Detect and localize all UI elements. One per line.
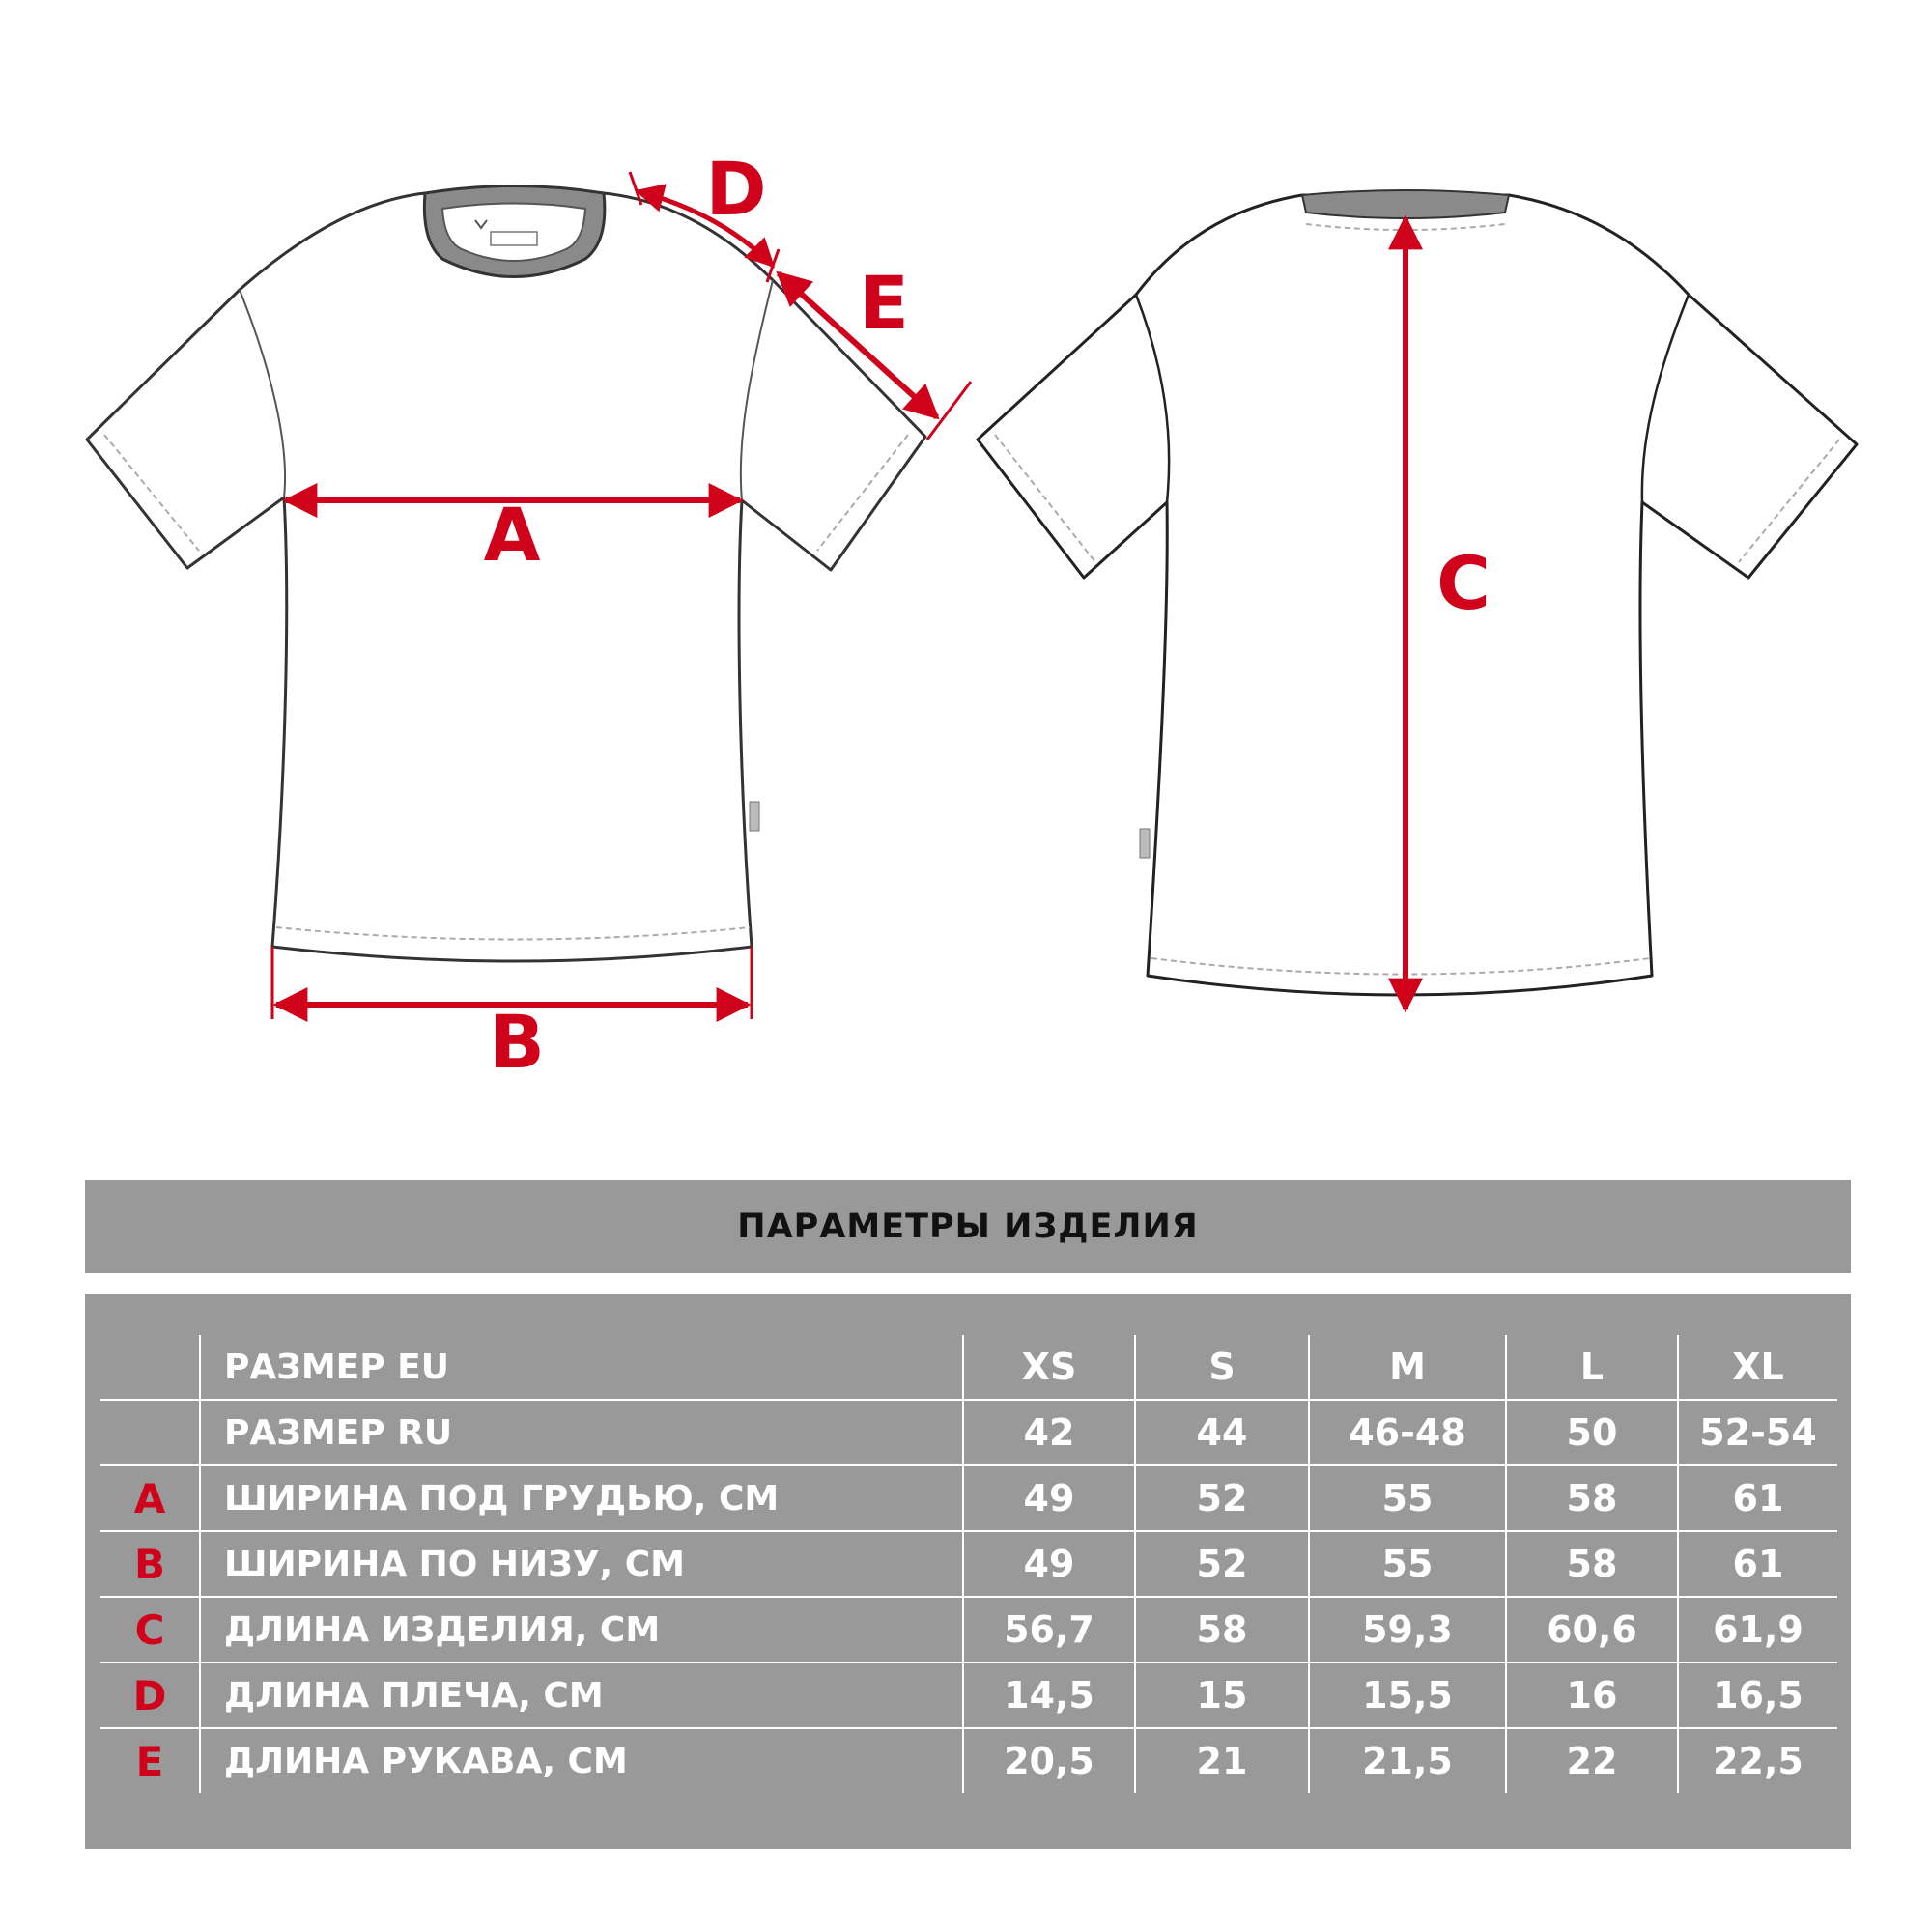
side-tag-icon (1140, 829, 1150, 858)
row-label: ДЛИНА ПЛЕЧА, СМ (200, 1662, 963, 1728)
table-title: ПАРАМЕТРЫ ИЗДЕЛИЯ (737, 1208, 1199, 1246)
row-letter (100, 1400, 200, 1465)
table-cell: L (1506, 1335, 1678, 1400)
table-cell: S (1135, 1335, 1309, 1400)
table-cell: 21 (1135, 1728, 1309, 1793)
row-label: ШИРИНА ПОД ГРУДЬЮ, СМ (200, 1465, 963, 1531)
dimension-e-label: E (859, 260, 909, 346)
table-cell: 22 (1506, 1728, 1678, 1793)
row-label: ДЛИНА РУКАВА, СМ (200, 1728, 963, 1793)
table-cell: 44 (1135, 1400, 1309, 1465)
row-letter: E (100, 1728, 200, 1793)
table-cell: 58 (1506, 1531, 1678, 1597)
row-letter (100, 1335, 200, 1400)
table-cell: 15 (1135, 1662, 1309, 1728)
table-row (100, 1531, 1837, 1597)
table-cell: 61 (1678, 1465, 1837, 1531)
table-cell: 49 (963, 1465, 1135, 1531)
table-cell: 61 (1678, 1531, 1837, 1597)
table-row (100, 1400, 1837, 1465)
table-row (100, 1335, 1837, 1400)
tshirt-front (87, 146, 971, 1085)
table-cell: 52 (1135, 1465, 1309, 1531)
table-cell: 59,3 (1309, 1597, 1506, 1662)
size-table (100, 1335, 1837, 1793)
dimension-c-label: C (1436, 540, 1491, 626)
row-letter: C (100, 1597, 200, 1662)
table-row (100, 1597, 1837, 1662)
table-cell: 21,5 (1309, 1728, 1506, 1793)
tshirt-back (978, 190, 1857, 1009)
table-cell: 55 (1309, 1465, 1506, 1531)
row-letter: A (100, 1465, 200, 1531)
table-row (100, 1465, 1837, 1531)
table-cell: 16,5 (1678, 1662, 1837, 1728)
dimension-a-label: A (483, 492, 541, 578)
row-letter: B (100, 1531, 200, 1597)
table-cell: 16 (1506, 1662, 1678, 1728)
table-cell: 52-54 (1678, 1400, 1837, 1465)
back-collar (1302, 190, 1509, 218)
table-cell: 55 (1309, 1531, 1506, 1597)
dimension-b-label: B (489, 999, 545, 1085)
table-cell: XS (963, 1335, 1135, 1400)
dimension-d-label: D (705, 146, 767, 232)
table-cell: 42 (963, 1400, 1135, 1465)
table-cell: XL (1678, 1335, 1837, 1400)
side-tag-icon (750, 802, 759, 831)
row-label: ШИРИНА ПО НИЗУ, СМ (200, 1531, 963, 1597)
table-cell: 61,9 (1678, 1597, 1837, 1662)
table-cell: 49 (963, 1531, 1135, 1597)
table-cell: 60,6 (1506, 1597, 1678, 1662)
table-cell: 58 (1506, 1465, 1678, 1531)
table-cell: 22,5 (1678, 1728, 1837, 1793)
table-cell: 50 (1506, 1400, 1678, 1465)
table-row (100, 1728, 1837, 1793)
table-cell: 15,5 (1309, 1662, 1506, 1728)
row-letter: D (100, 1662, 200, 1728)
table-cell: M (1309, 1335, 1506, 1400)
table-cell: 46-48 (1309, 1400, 1506, 1465)
table-title-bar (85, 1180, 1851, 1273)
table-cell: 58 (1135, 1597, 1309, 1662)
row-label: РАЗМЕР RU (200, 1400, 963, 1465)
back-body-outline (978, 195, 1857, 995)
size-table-panel (85, 1294, 1851, 1849)
table-row (100, 1662, 1837, 1728)
table-cell: 52 (1135, 1531, 1309, 1597)
table-cell: 20,5 (963, 1728, 1135, 1793)
table-cell: 14,5 (963, 1662, 1135, 1728)
table-cell: 56,7 (963, 1597, 1135, 1662)
row-label: РАЗМЕР EU (200, 1335, 963, 1400)
row-label: ДЛИНА ИЗДЕЛИЯ, СМ (200, 1597, 963, 1662)
